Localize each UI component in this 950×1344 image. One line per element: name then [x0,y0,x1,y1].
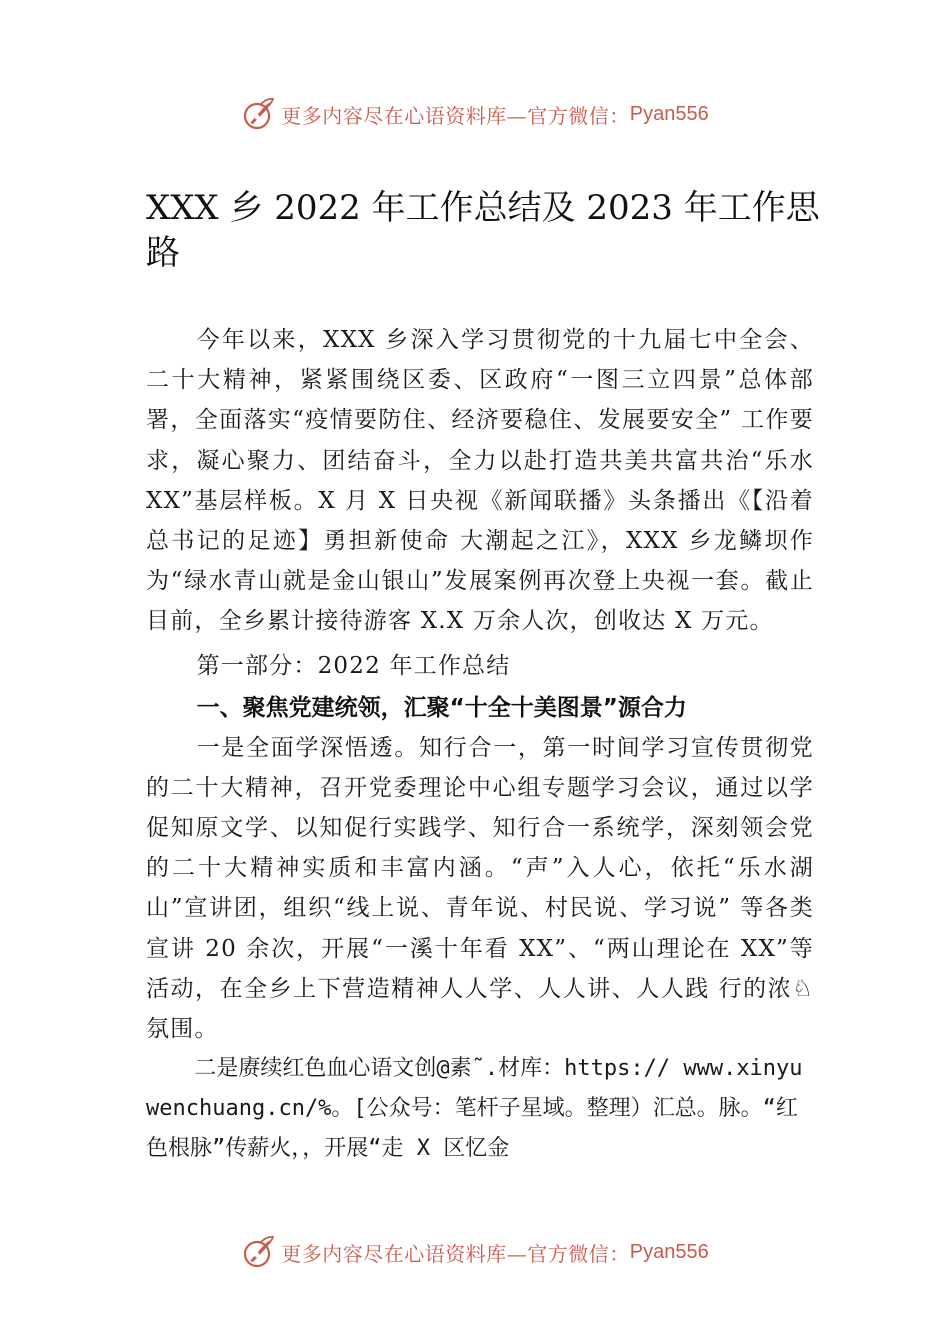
document-title: XXX 乡 2022 年工作总结及 2023 年工作思路 [146,188,820,273]
section-heading-one: 一、聚焦党建统领，汇聚“十全十美图景”源合力 [196,694,687,721]
intro-paragraph: 今年以来，XXX 乡深入学习贯彻党的十九届七中全会、二十大精神，紧紧围绕区委、区政府“一图三立四景”总体部署，全面落实“疫情要防住、经济要稳住、发展要安全” 工作要求，凝心聚力、团结奋斗，全力以赴打造共美共富共治“乐水 XX”基层样板。X 月 X 日央视《新闻联播》头条播出《【沿着总书记的足迹】勇担新使命 大潮起之江》，XXX 乡龙鳞坝作为“绿水青山就是金山银山”发展案例再次登上央视一套。截止目前，全乡累计接待游客 X.X 万余人次，创收达 X 万元。 [146,327,814,635]
watermark-account: Pyan556 [629,102,709,125]
paragraph-two: 二是赓续红色血心语文创@素˜.材库：https:// www.xinyuwenchuang.cn/%。[公众号：笔杆子星域。整理）汇总。脉。“红色根脉”传薪火，，开展“走 X 区忆金 [146,1056,803,1162]
watermark-text: 更多内容尽在心语资料库—官方微信： [281,103,630,128]
watermark-account: Pyan556 [629,1240,709,1263]
footer-watermark-banner [0,1230,950,1274]
part-one-label: 第一部分：2022 年工作总结 [196,652,511,679]
quill-pen-logo-icon [241,1234,277,1270]
quill-pen-logo-icon [241,96,277,132]
paragraph-one: 一是全面学深悟透。知行合一，第一时间学习宣传贯彻党的二十大精神，召开党委理论中心组专题学习会议，通过以学促知原文学、以知促行实践学、知行合一系统学，深刻领会党的二十大精神实质和丰富内涵。“声”入人心，依托“乐水湖山”宣讲团，组织“线上说、青年说、村民说、学习说” 等各类宣讲 20 余次，开展“一溪十年看 XX”、“两山理论在 XX”等活动，在全乡上下营造精神人人学、人人讲、人人践 行的浓♘氛围。 [146,734,814,1043]
document-body [146,320,814,1169]
header-watermark-banner [0,92,950,136]
watermark-text: 更多内容尽在心语资料库—官方微信： [281,1241,630,1266]
